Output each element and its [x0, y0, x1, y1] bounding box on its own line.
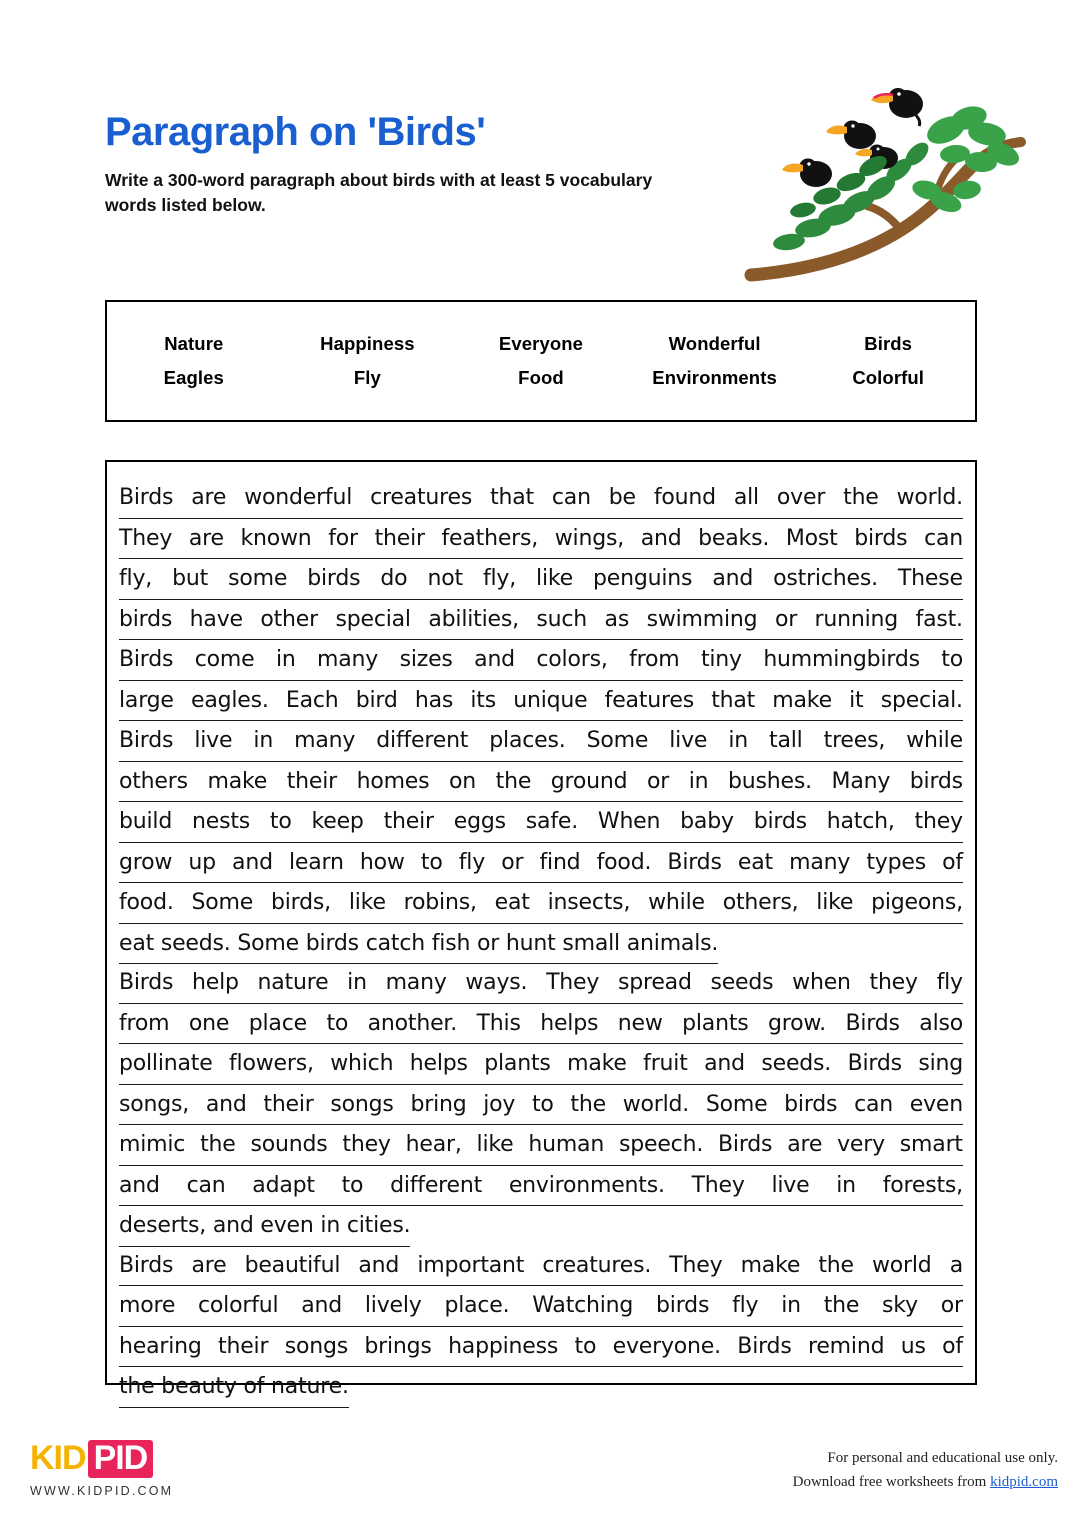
paragraph-line: grow up and learn how to fly or find food. Birds eat many types of	[119, 843, 963, 884]
vocabulary-box	[105, 300, 977, 422]
logo-url: WWW.KIDPID.COM	[30, 1484, 174, 1498]
vocab-word: Birds	[864, 333, 913, 354]
paragraph-line-wrap	[119, 1206, 963, 1246]
paragraph-line: songs, and their songs bring joy to the world. Some birds can even	[119, 1085, 963, 1126]
paragraph-line: They are known for their feathers, wings, and beaks. Most birds can	[119, 519, 963, 560]
logo-pid-text: PID	[88, 1440, 154, 1478]
paragraph-line: large eagles. Each bird has its unique features that make it special.	[119, 681, 963, 722]
vocabulary-row-2	[107, 361, 975, 395]
paragraph-line: pollinate flowers, which helps plants make fruit and seeds. Birds sing	[119, 1044, 963, 1085]
paragraph-line: from one place to another. This helps new plants grow. Birds also	[119, 1004, 963, 1045]
vocab-word: Nature	[164, 333, 224, 354]
header	[105, 110, 735, 219]
paragraph-line: others make their homes on the ground or in bushes. Many birds	[119, 762, 963, 803]
paragraph-line: build nests to keep their eggs safe. When baby birds hatch, they	[119, 802, 963, 843]
paragraph-line: the beauty of nature.	[119, 1367, 349, 1408]
paragraph-lines	[119, 478, 963, 1407]
footer-note-prefix: Download free worksheets from	[792, 1474, 991, 1490]
vocab-word: Eagles	[163, 367, 224, 388]
vocab-word: Happiness	[320, 333, 415, 354]
instructions-text: Write a 300-word paragraph about birds with at least 5 vocabulary words listed below.	[105, 170, 653, 216]
paragraph-line: Birds come in many sizes and colors, from tiny hummingbirds to	[119, 640, 963, 681]
kidpid-link[interactable]: kidpid.com	[990, 1474, 1058, 1490]
paragraph-line: fly, but some birds do not fly, like penguins and ostriches. These	[119, 559, 963, 600]
paragraph-line: more colorful and lively place. Watching birds fly in the sky or	[119, 1286, 963, 1327]
logo-kid-text: KID	[30, 1439, 86, 1477]
footer-note-line-2	[793, 1470, 1058, 1494]
paragraph-line: birds have other special abilities, such as swimming or running fast.	[119, 600, 963, 641]
page-title: Paragraph on 'Birds'	[105, 110, 486, 154]
paragraph-line: and can adapt to different environments. They live in forests,	[119, 1166, 963, 1207]
footer-note-line-1: For personal and educational use only.	[827, 1450, 1058, 1466]
logo-wordmark	[30, 1440, 290, 1478]
vocab-word: Fly	[353, 367, 381, 388]
vocab-word: Food	[518, 367, 564, 388]
vocab-word: Colorful	[852, 367, 925, 388]
paragraph-line-wrap	[119, 1367, 963, 1407]
paragraph-line: food. Some birds, like robins, eat insects, while others, like pigeons,	[119, 883, 963, 924]
paragraph-line-wrap	[119, 924, 963, 964]
vocab-word: Everyone	[498, 333, 584, 354]
paragraph-line: Birds are wonderful creatures that can be found all over the world.	[119, 478, 963, 519]
paragraph-line: deserts, and even in cities.	[119, 1206, 410, 1247]
toucans-on-branch-illustration	[741, 70, 1031, 285]
paragraph-line: Birds are beautiful and important creatures. They make the world a	[119, 1246, 963, 1287]
paragraph-line: Birds help nature in many ways. They spread seeds when they fly	[119, 963, 963, 1004]
paragraph-line: mimic the sounds they hear, like human speech. Birds are very smart	[119, 1125, 963, 1166]
footer-note	[793, 1446, 1058, 1494]
paragraph-line: eat seeds. Some birds catch fish or hunt small animals.	[119, 924, 718, 965]
vocabulary-row-1	[107, 327, 975, 361]
paragraph-answer-box	[105, 460, 977, 1399]
kidpid-logo	[30, 1440, 290, 1498]
vocab-word: Environments	[652, 367, 777, 388]
paragraph-line: Birds live in many different places. Some live in tall trees, while	[119, 721, 963, 762]
vocab-word: Wonderful	[668, 333, 761, 354]
paragraph-line: hearing their songs brings happiness to everyone. Birds remind us of	[119, 1327, 963, 1368]
